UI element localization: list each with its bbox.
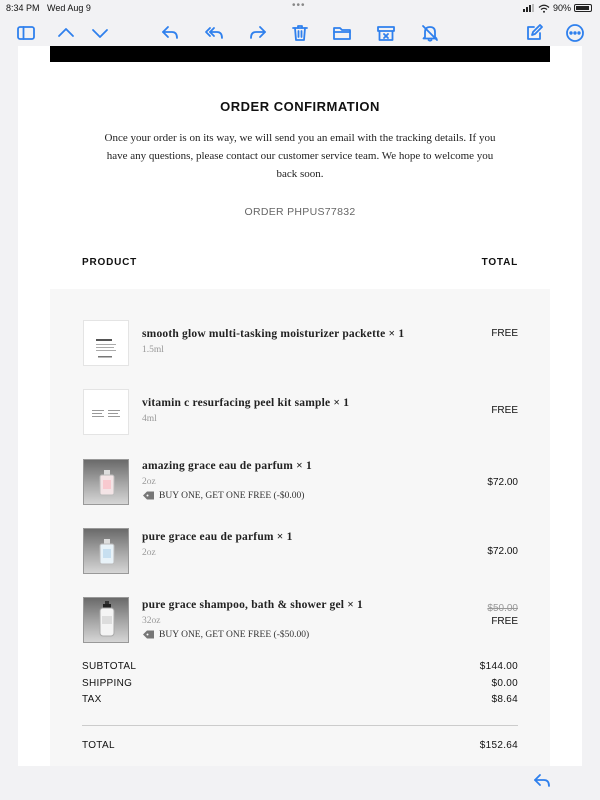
- order-number: ORDER PHPUS77832: [244, 206, 356, 218]
- list-item: [50, 320, 550, 370]
- status-bar: [0, 0, 600, 16]
- item-size: 2oz: [142, 548, 156, 558]
- total-value: $152.64: [479, 740, 518, 751]
- product-thumbnail: [83, 459, 129, 505]
- intro-text: Once your order is on its way, we will send you an email with the tracking details. If you have any questions, please contact our customer service team. We hope to welcome you back soon.: [104, 132, 496, 180]
- total-label: TOTAL: [82, 740, 115, 751]
- reply-icon[interactable]: [158, 22, 182, 44]
- product-thumbnail: [83, 320, 129, 366]
- chevron-down-icon[interactable]: [88, 22, 112, 44]
- subtotal-value: $144.00: [479, 661, 518, 672]
- promo-badge: [142, 490, 304, 501]
- reply-icon[interactable]: [530, 770, 554, 792]
- tax-label: TAX: [82, 694, 102, 705]
- product-thumbnail: [83, 389, 129, 435]
- reply-all-icon[interactable]: [202, 22, 226, 44]
- tag-icon: [142, 629, 155, 640]
- wifi-icon: [538, 4, 550, 13]
- item-price: $72.00: [487, 477, 518, 488]
- chevron-up-icon[interactable]: [54, 22, 78, 44]
- item-size: 1.5ml: [142, 345, 164, 355]
- original-price: $50.00: [487, 603, 518, 614]
- item-size: 2oz: [142, 477, 156, 487]
- total-header: TOTAL: [481, 257, 518, 268]
- subtotal-label: SUBTOTAL: [82, 661, 137, 672]
- compose-icon[interactable]: [522, 22, 546, 44]
- more-icon[interactable]: [563, 22, 587, 44]
- promo-text: BUY ONE, GET ONE FREE (-$0.00): [159, 490, 305, 501]
- date-text: Wed Aug 9: [47, 3, 91, 13]
- item-name: pure grace shampoo, bath & shower gel × 1: [142, 599, 364, 611]
- battery-percent: 90%: [552, 3, 571, 13]
- bell-slash-icon[interactable]: [418, 22, 442, 44]
- product-header: PRODUCT: [82, 257, 138, 268]
- item-price: FREE: [491, 405, 518, 416]
- product-thumbnail: [83, 528, 129, 574]
- archive-icon[interactable]: [374, 22, 398, 44]
- item-size: 4ml: [142, 414, 157, 424]
- shipping-label: SHIPPING: [82, 678, 133, 689]
- summary-divider: [82, 725, 518, 726]
- shipping-value: $0.00: [491, 678, 518, 689]
- forward-icon[interactable]: [246, 22, 270, 44]
- list-item: [50, 528, 550, 578]
- status-right: [523, 3, 592, 13]
- email-header-banner: [50, 46, 550, 62]
- item-price: $72.00: [487, 546, 518, 557]
- product-thumbnail: [83, 597, 129, 643]
- promo-text: BUY ONE, GET ONE FREE (-$50.00): [159, 629, 310, 640]
- folder-icon[interactable]: [330, 22, 354, 44]
- page-title: ORDER CONFIRMATION: [220, 99, 380, 114]
- item-name: smooth glow multi-tasking moisturizer packette × 1: [142, 328, 405, 340]
- item-name: vitamin c resurfacing peel kit sample × 1: [142, 397, 350, 409]
- email-body: [18, 46, 582, 766]
- list-item: [50, 389, 550, 439]
- time-text: 8:34 PM: [6, 3, 40, 13]
- item-price: FREE: [491, 328, 518, 339]
- trash-icon[interactable]: [288, 22, 312, 44]
- list-item: [50, 459, 550, 509]
- item-price: FREE: [491, 616, 518, 627]
- tax-value: $8.64: [491, 694, 518, 705]
- item-name: amazing grace eau de parfum × 1: [142, 460, 312, 472]
- list-item: [50, 597, 550, 647]
- tag-icon: [142, 490, 155, 501]
- battery-icon: [574, 4, 592, 12]
- sidebar-icon[interactable]: [14, 22, 38, 44]
- promo-badge: [142, 629, 309, 640]
- multitasking-dots-icon[interactable]: •••: [292, 0, 306, 11]
- bottom-bar: [0, 766, 600, 800]
- order-items: [50, 289, 550, 766]
- signal-icon: [523, 4, 535, 12]
- item-size: 32oz: [142, 616, 161, 626]
- status-time: [6, 3, 91, 13]
- item-name: pure grace eau de parfum × 1: [142, 531, 293, 543]
